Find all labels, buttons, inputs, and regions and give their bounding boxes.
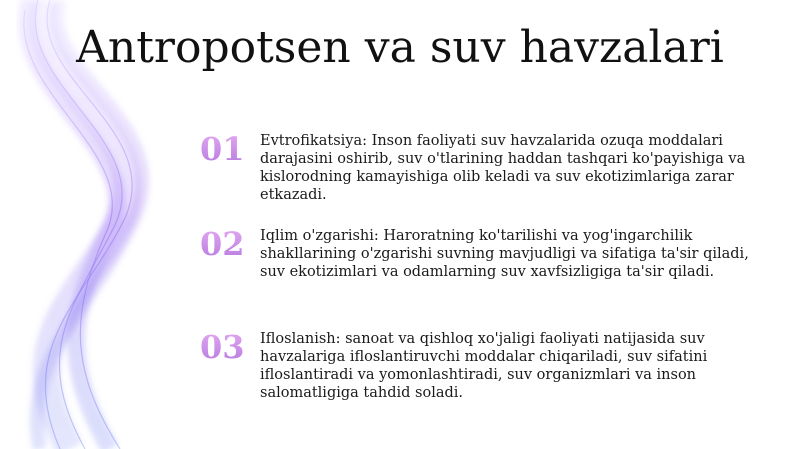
- item-number: 03: [200, 328, 245, 366]
- item-text: Iqlim o'zgarishi: Haroratning ko'tarilishi va yog'ingarchilik shakllarining o'zgarishi suvning mavjudligi va sifatiga ta'sir qiladi, suv ekotizimlari va odamlarning suv xavfsizligiga ta'sir qiladi.: [260, 228, 749, 280]
- item-number: 02: [200, 225, 245, 263]
- item-text: Ifloslanish: sanoat va qishloq xo'jaligi faoliyati natijasida suv havzalariga ifloslantiruvchi moddalar chiqariladi, suv sifatini ifloslantiradi va yomonlashtiradi, suv organizmlari va inson salomatligiga tahdid soladi.: [260, 331, 708, 401]
- item-text: Evtrofikatsiya: Inson faoliyati suv havzalarida ozuqa moddalari darajasini oshirib, suv o'tlarining haddan tashqari ko'payishiga va kislorodning kamayishiga olib keladi va suv ekotizimlariga zarar etkazadi.: [260, 133, 746, 203]
- page-title: Antropotsen va suv havzalari: [76, 22, 724, 73]
- item-number: 01: [200, 130, 245, 168]
